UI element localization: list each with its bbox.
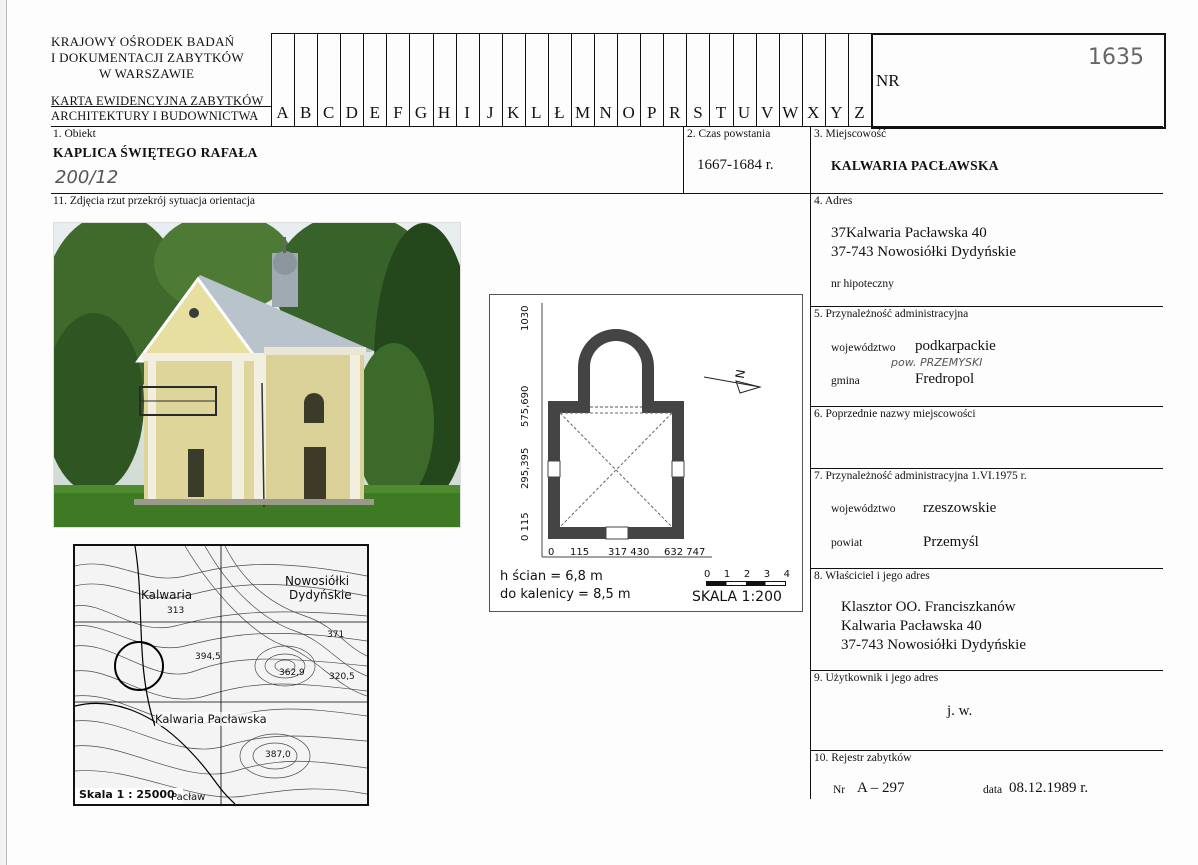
przynaleznosc-label: 5. Przynależność administracyjna xyxy=(814,308,969,320)
plan-y-tick-4: 0 115 xyxy=(520,512,531,541)
rejestr-data-label: data xyxy=(983,784,1003,796)
rejestr-data-value: 08.12.1989 r. xyxy=(1009,780,1089,796)
index-letter: C xyxy=(323,103,335,122)
map-label-nowosiolki: Nowosiółki xyxy=(285,574,350,588)
miejscowosc-value: KALWARIA PACŁAWSKA xyxy=(831,158,999,173)
plan-x-tick-2: 115 xyxy=(570,547,590,558)
map-label-paclaw: Pacław xyxy=(171,792,206,803)
index-letter: J xyxy=(486,103,494,122)
index-letter: Z xyxy=(854,103,865,122)
record-card xyxy=(6,0,1198,865)
plan-x-tick-1: 0 xyxy=(548,547,555,558)
rejestr-nr-value: A – 297 xyxy=(857,780,905,796)
scale-tick-0: 0 xyxy=(704,569,711,580)
index-letter: H xyxy=(437,103,451,122)
wall-height: h ścian = 6,8 m xyxy=(500,569,603,584)
chapel-photo-image xyxy=(54,223,460,527)
floor-plan xyxy=(489,294,803,612)
index-letter: N xyxy=(599,103,612,122)
map-height-1: 394,5 xyxy=(195,652,221,662)
map-height-4: 387,0 xyxy=(265,750,291,760)
hipoteczny-label: nr hipoteczny xyxy=(831,278,894,290)
scale-tick-1: 1 xyxy=(723,569,731,580)
index-letter: R xyxy=(669,103,681,122)
poprzednie-label: 6. Poprzednie nazwy miejscowości xyxy=(814,408,976,420)
index-letter: B xyxy=(299,103,312,122)
index-letter: D xyxy=(345,103,358,122)
map-height-5: 313 xyxy=(167,606,185,616)
org-line-1: KRAJOWY OŚRODEK BADAŃ xyxy=(51,34,235,49)
map-label-dydynskie: Dydyńskie xyxy=(289,588,352,602)
org-line-2: I DOKUMENTACJI ZABYTKÓW xyxy=(51,50,244,65)
powiat-handwritten: pow. PRZEMYSKI xyxy=(891,356,983,369)
index-letter: X xyxy=(807,103,820,122)
index-letter: L xyxy=(531,103,542,122)
powiat-label: powiat xyxy=(831,537,863,549)
ridge-height: do kalenicy = 8,5 m xyxy=(500,587,631,602)
index-letter: O xyxy=(622,103,635,122)
map-height-2: 362,9 xyxy=(279,668,305,678)
scale-tick-4: 4 xyxy=(783,569,790,580)
organization-block xyxy=(51,34,271,82)
letter-index xyxy=(271,33,871,126)
location-map xyxy=(73,544,369,806)
index-letter: T xyxy=(715,103,727,122)
index-letter: E xyxy=(369,103,381,122)
plan-x-tick-4: 632 747 xyxy=(664,547,706,558)
rejestr-nr-label: Nr xyxy=(833,784,846,796)
uzytkownik-label: 9. Użytkownik i jego adres xyxy=(814,672,939,684)
index-letter: V xyxy=(761,103,774,122)
plan-y-tick-3: 295,395 xyxy=(520,447,531,489)
rejestr-label: 10. Rejestr zabytków xyxy=(814,752,912,764)
index-letter: A xyxy=(276,103,289,122)
wojewodztwo-value: podkarpackie xyxy=(915,338,996,354)
czas-value: 1667-1684 r. xyxy=(697,157,774,173)
plan-x-tick-3: 317 430 xyxy=(608,547,650,558)
wlasciciel-line-1: Klasztor OO. Franciszkanów xyxy=(841,599,1016,615)
card-title xyxy=(51,94,276,124)
index-letter: I xyxy=(464,103,470,122)
map-scale: Skala 1 : 25000 xyxy=(79,788,175,801)
card-title-line-2: ARCHITEKTURY I BUDOWNICTWA xyxy=(51,109,259,123)
floor-plan-drawing xyxy=(490,295,802,611)
map-label-kalwaria-paclawska: Kalwaria Pacławska xyxy=(155,712,267,726)
index-letter: G xyxy=(414,103,428,122)
miejscowosc-label: 3. Miejscowość xyxy=(814,128,887,140)
index-letter: Ł xyxy=(554,103,565,122)
card-title-line-1: KARTA EWIDENCYJNA ZABYTKÓW xyxy=(51,94,264,108)
gmina-value: Fredropol xyxy=(915,371,975,387)
adres-label: 4. Adres xyxy=(814,195,853,207)
wlasciciel-line-2: Kalwaria Pacławska 40 xyxy=(841,618,982,634)
adres-line-2: 37-743 Nowosiółki Dydyńskie xyxy=(831,244,1016,260)
wlasciciel-line-3: 37-743 Nowosiółki Dydyńskie xyxy=(841,637,1026,653)
adres-line-1: 37Kalwaria Pacławska 40 xyxy=(831,225,987,241)
wojewodztwo-label: województwo xyxy=(831,342,896,354)
wlasciciel-label: 8. Właściciel i jego adres xyxy=(814,570,930,582)
wojewodztwo-1975-value: rzeszowskie xyxy=(923,500,997,516)
map-height-6: 371 xyxy=(327,630,345,640)
obiekt-value: KAPLICA ŚWIĘTEGO RAFAŁA xyxy=(53,145,258,160)
obiekt-label: 1. Obiekt xyxy=(53,128,96,140)
index-letter: U xyxy=(737,103,751,122)
powiat-value: Przemyśl xyxy=(923,534,979,550)
scale-bar xyxy=(704,569,790,586)
przynaleznosc-1975-label: 7. Przynależność administracyjna 1.VI.1975 r. xyxy=(814,470,1027,482)
czas-label: 2. Czas powstania xyxy=(687,128,771,140)
chapel-photo xyxy=(53,222,461,528)
nr-label: NR xyxy=(876,71,900,90)
org-line-3: W WARSZAWIE xyxy=(99,66,195,81)
index-letter: Y xyxy=(830,103,843,122)
index-letter: W xyxy=(782,103,799,122)
scale-label: SKALA 1:200 xyxy=(692,589,782,605)
uzytkownik-value: j. w. xyxy=(947,703,973,719)
gmina-label: gmina xyxy=(831,375,860,387)
index-letter: F xyxy=(393,103,403,122)
map-label-kalwaria: Kalwaria xyxy=(141,588,193,602)
north-arrow-label: N xyxy=(732,368,749,380)
index-letter: K xyxy=(507,103,520,122)
nr-box xyxy=(871,33,1166,129)
obiekt-handwritten-number: 200/12 xyxy=(55,167,119,188)
zdjecia-label: 11. Zdjęcia rzut przekrój sytuacja orientacja xyxy=(53,195,256,207)
scale-tick-2: 2 xyxy=(743,569,751,580)
scale-tick-3: 3 xyxy=(763,569,771,580)
index-letter: S xyxy=(693,103,703,122)
index-letter: P xyxy=(647,103,657,122)
nr-handwritten: 1635 xyxy=(1088,45,1144,70)
map-height-3: 320,5 xyxy=(329,672,355,682)
plan-y-tick-2: 575,690 xyxy=(520,385,531,427)
wojewodztwo-1975-label: województwo xyxy=(831,503,896,515)
index-letter: M xyxy=(574,103,591,122)
plan-y-tick-1: 1030 xyxy=(520,305,531,331)
